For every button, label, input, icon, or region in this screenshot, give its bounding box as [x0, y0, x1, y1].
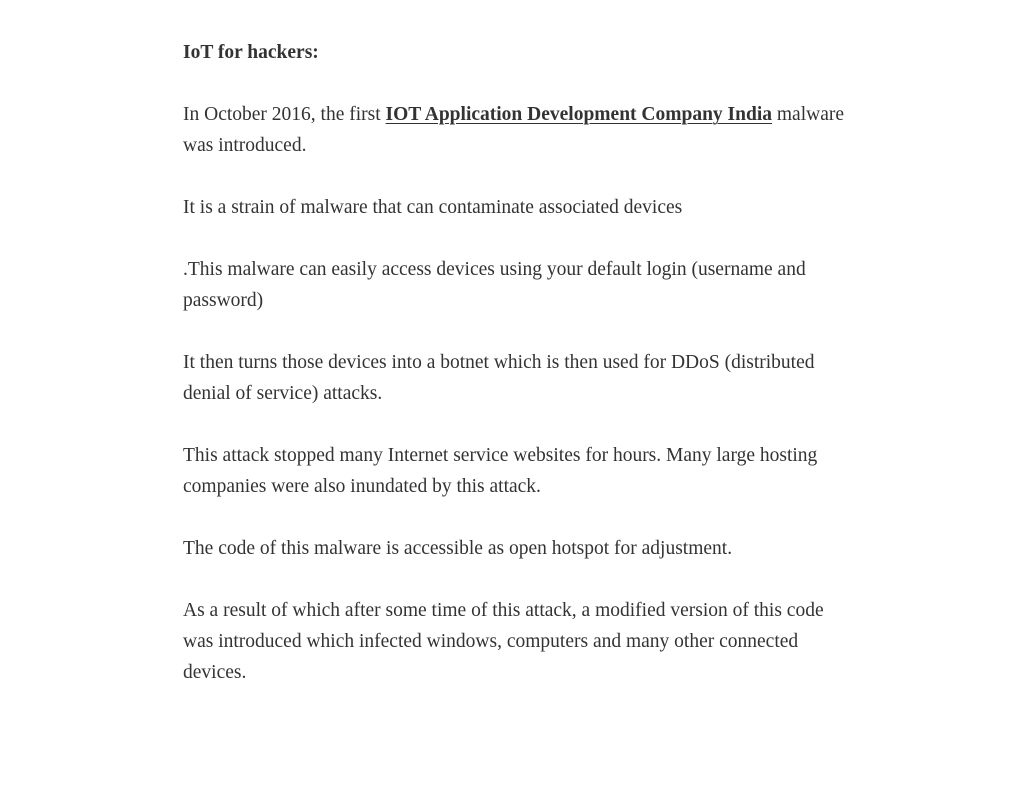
paragraph-open-code: The code of this malware is accessible as open hotspot for adjustment.: [183, 538, 733, 559]
paragraph-intro-after: malware was introduced.: [183, 104, 845, 156]
paragraph-modified-version: As a result of which after some time of this attack, a modified version of this code was introduced which infected windows, computers and many other connected devices.: [183, 600, 824, 683]
paragraph-default-login: .This malware can easily access devices using your default login (username and password): [183, 259, 806, 311]
paragraph-intro: [183, 99, 853, 161]
article-body: [183, 37, 853, 719]
section-heading: IoT for hackers:: [183, 42, 319, 63]
iot-company-link[interactable]: IOT Application Development Company India: [385, 104, 773, 125]
paragraph-strain: It is a strain of malware that can contaminate associated devices: [183, 197, 683, 218]
paragraph-attack-impact: This attack stopped many Internet service websites for hours. Many large hosting companies were also inundated by this attack.: [183, 445, 818, 497]
paragraph-botnet: It then turns those devices into a botnet which is then used for DDoS (distributed denial of service) attacks.: [183, 352, 815, 404]
paragraph-intro-before: In October 2016, the first: [183, 104, 386, 125]
